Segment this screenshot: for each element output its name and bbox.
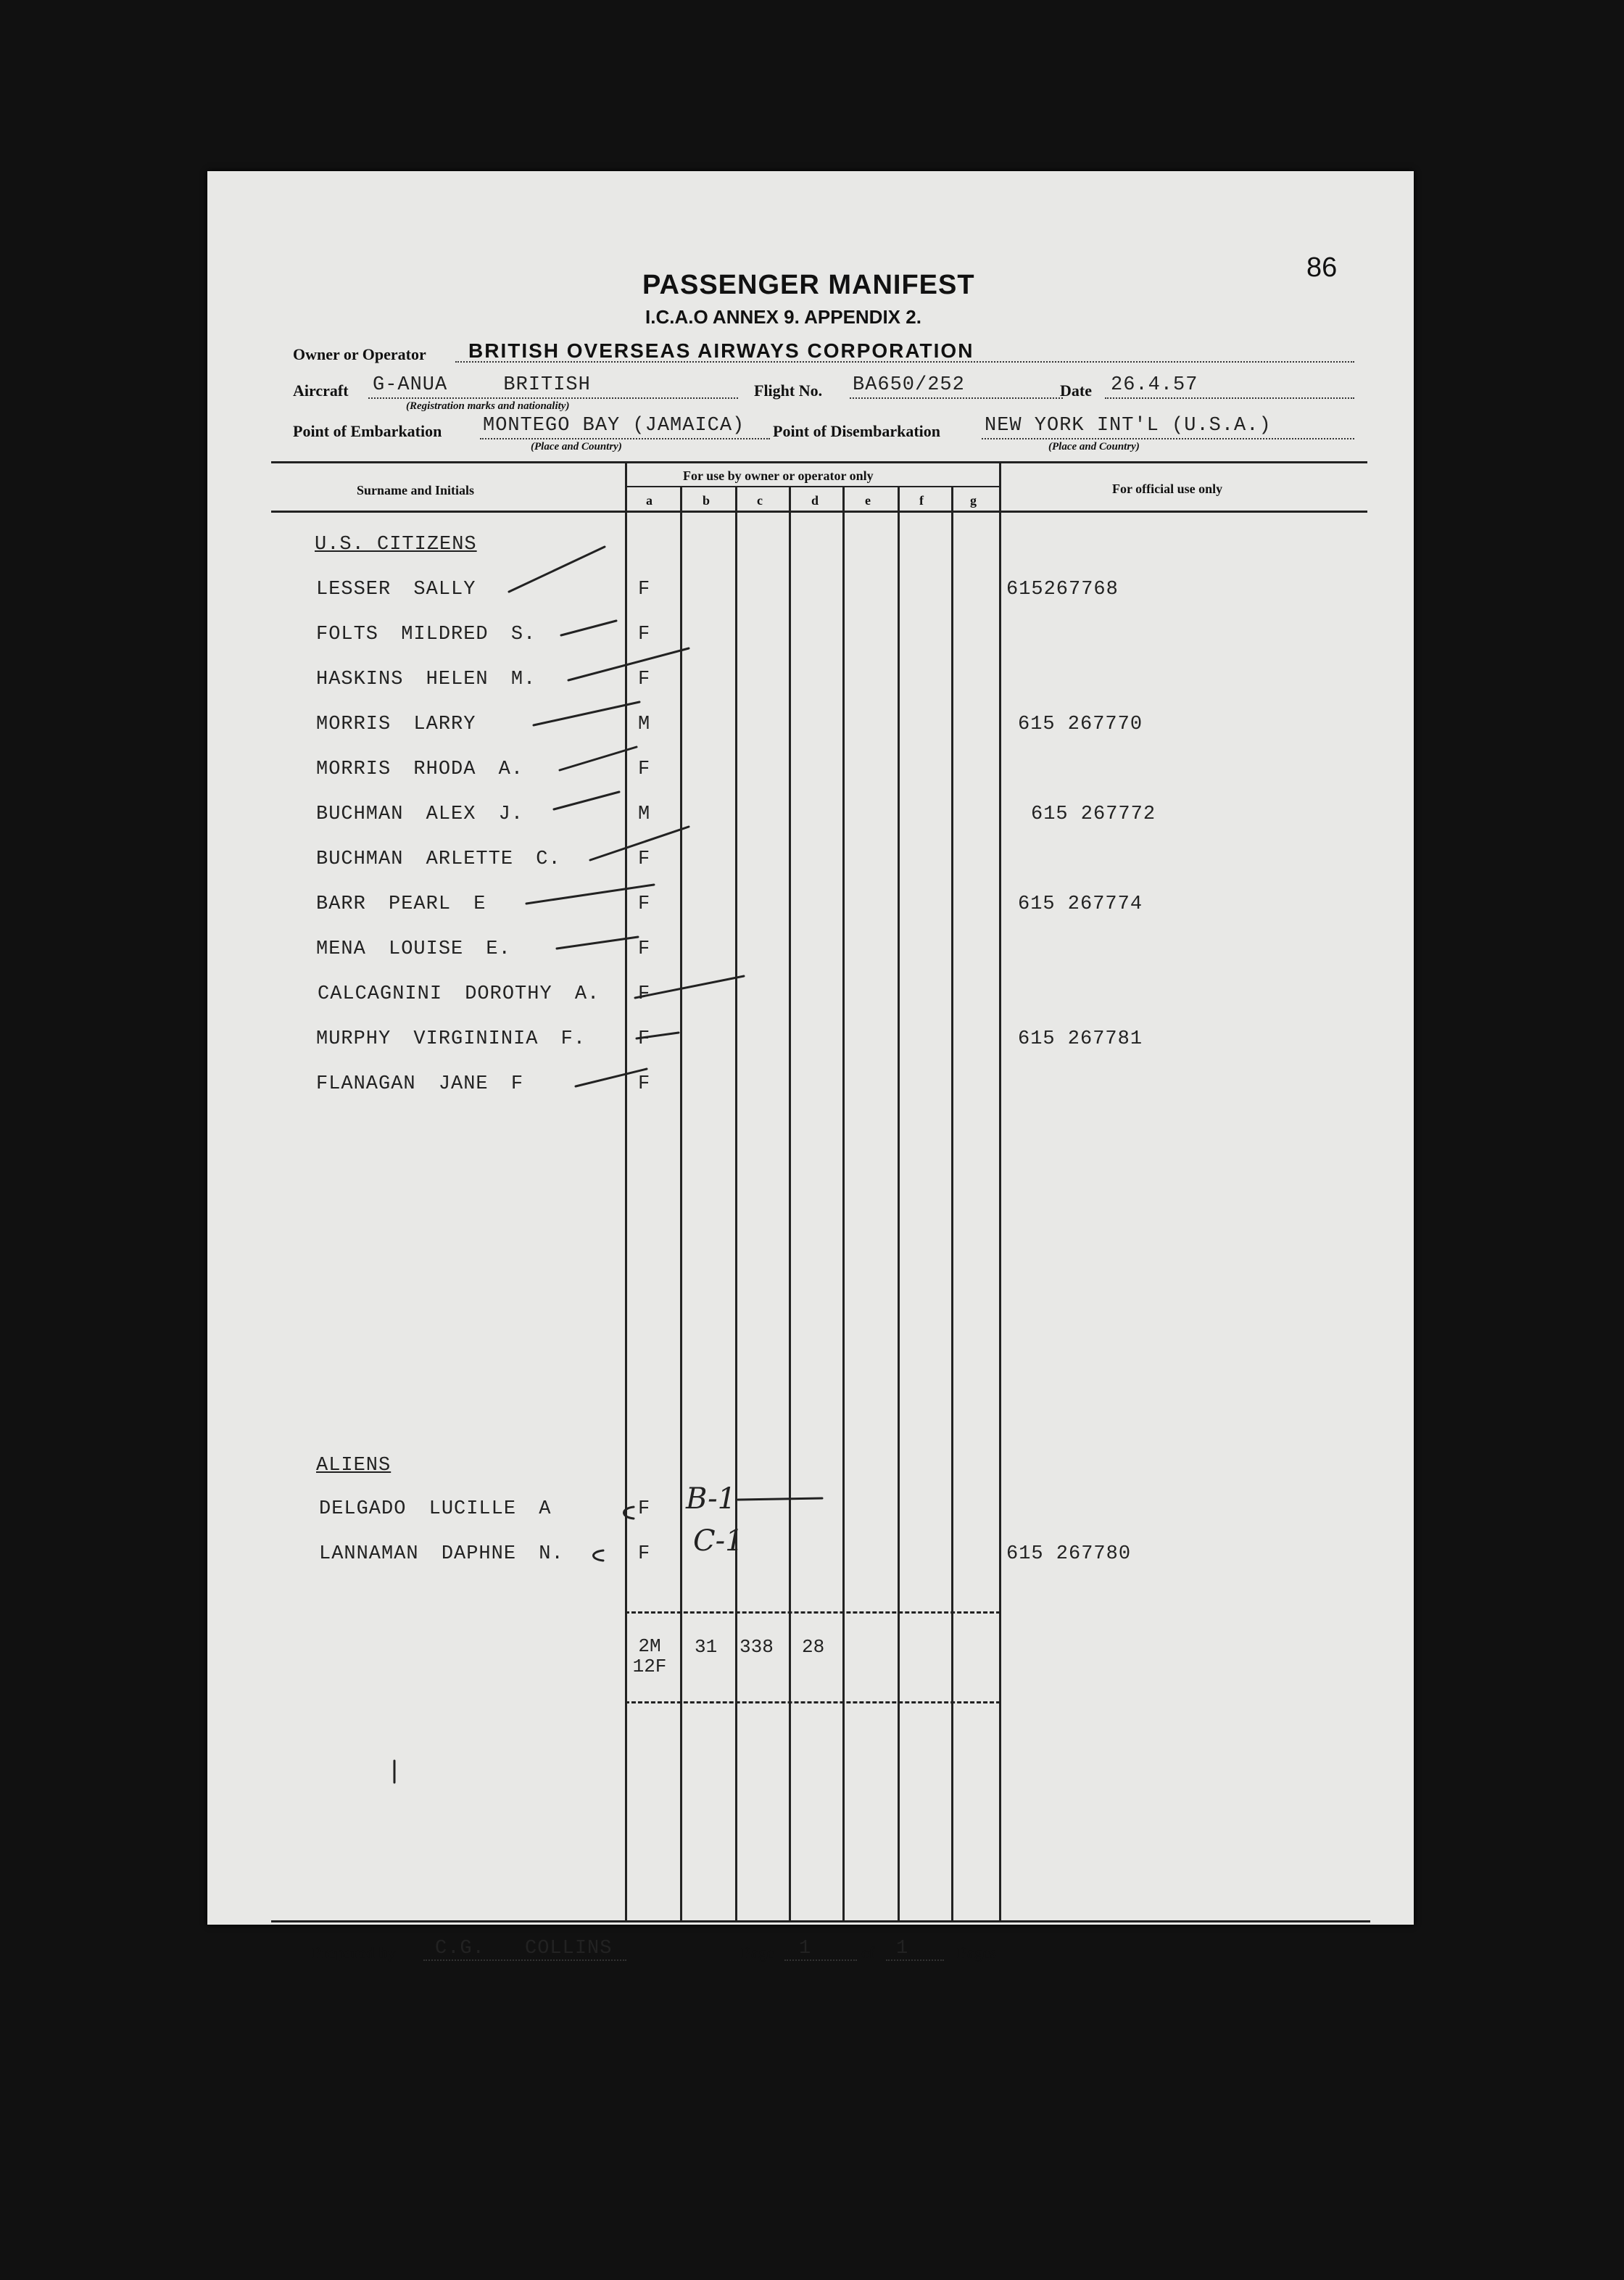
- page-number: 86: [1306, 252, 1338, 283]
- header-surname: Surname and Initials: [357, 483, 475, 497]
- subcol-b: b: [703, 493, 710, 508]
- tick-mark: [594, 1550, 604, 1561]
- passenger-name: FLANAGAN JANE F: [316, 1073, 524, 1095]
- tick-mark: [738, 1498, 822, 1500]
- passenger-name: DELGADO LUCILLE A: [319, 1498, 552, 1520]
- tick-mark: [576, 1069, 647, 1086]
- subcol-c: c: [757, 493, 763, 508]
- tick-mark: [590, 827, 689, 860]
- pages-label: Pages: [957, 1944, 996, 1962]
- manifest-sheet: [207, 171, 1414, 1962]
- flight-value: BA650/252: [853, 374, 965, 396]
- passenger-name: CALCAGNINI DOROTHY A.: [318, 983, 600, 1005]
- header-owner-group: For use by owner or operator only: [683, 468, 874, 483]
- prepared-value: C.G. COLLINS: [435, 1938, 613, 1959]
- handwritten-visa-class: B-1: [686, 1482, 737, 1516]
- passenger-name: BUCHMAN ARLETTE C.: [316, 848, 561, 870]
- official-number: 615 267774: [1018, 893, 1143, 915]
- tick-mark: [534, 702, 639, 725]
- subcol-f: f: [919, 493, 924, 508]
- passenger-sex: M: [638, 714, 651, 735]
- of-value: 1: [896, 1938, 909, 1959]
- passenger-sex: F: [638, 579, 651, 600]
- tick-mark: [554, 792, 619, 809]
- passenger-name: LANNAMAN DAPHNE N.: [319, 1543, 564, 1565]
- passenger-sex: F: [638, 938, 651, 960]
- passenger-sex: F: [638, 848, 651, 870]
- subcol-d: d: [811, 493, 819, 508]
- passenger-name: MORRIS RHODA A.: [316, 759, 524, 780]
- date-label: Date: [1060, 381, 1092, 400]
- passenger-name: FOLTS MILDRED S.: [316, 624, 536, 645]
- official-number: 615 267780: [1006, 1543, 1132, 1565]
- tick-mark: [637, 1033, 679, 1038]
- section-heading-us: U.S. CITIZENS: [315, 534, 477, 555]
- section-heading-aliens: ALIENS: [316, 1455, 392, 1476]
- disembarkation-value: NEW YORK INT'L (U.S.A.): [985, 415, 1272, 437]
- tick-mark: [568, 648, 689, 680]
- page-value: 1: [799, 1938, 812, 1959]
- tick-mark: [560, 747, 637, 770]
- total-sex: 2M 12F: [632, 1635, 667, 1677]
- handwritten-visa-class: C-1: [693, 1524, 744, 1558]
- flight-label: Flight No.: [754, 381, 823, 400]
- passenger-sex: M: [638, 804, 651, 825]
- official-number: 615 267781: [1018, 1028, 1143, 1050]
- total-d: 28: [802, 1636, 825, 1658]
- total-b: 31: [695, 1636, 718, 1658]
- disembarkation-label: Point of Disembarkation: [773, 422, 940, 440]
- of-line: [886, 1959, 944, 1961]
- passenger-name: LESSER SALLY: [316, 579, 476, 600]
- passenger-sex: F: [638, 624, 651, 645]
- aircraft-label: Aircraft: [293, 381, 349, 400]
- passenger-sex: F: [638, 1073, 651, 1095]
- tick-mark: [624, 1507, 634, 1519]
- official-number: 615 267772: [1031, 804, 1156, 825]
- passenger-name: BUCHMAN ALEX J.: [316, 804, 524, 825]
- date-value: 26.4.57: [1111, 374, 1198, 396]
- prepared-line: [423, 1959, 626, 1961]
- owner-value: BRITISH OVERSEAS AIRWAYS CORPORATION: [468, 339, 974, 362]
- header-official: For official use only: [1112, 482, 1223, 496]
- official-number: 615267768: [1006, 579, 1119, 600]
- tick-mark: [561, 621, 616, 635]
- passenger-sex: F: [638, 1543, 651, 1565]
- tick-mark: [526, 885, 654, 904]
- passenger-name: MURPHY VIRGININIA F.: [316, 1028, 587, 1050]
- passenger-sex: F: [638, 1498, 651, 1520]
- passenger-name: BARR PEARL E: [316, 893, 486, 915]
- official-number: 615 267770: [1018, 714, 1143, 735]
- subcol-a: a: [646, 493, 652, 508]
- passenger-name: MENA LOUISE E.: [316, 938, 511, 960]
- pencil-strokes: [207, 171, 1414, 1925]
- tick-mark: [557, 937, 638, 949]
- disembarkation-note: (Place and Country): [1048, 441, 1140, 453]
- aircraft-value: G-ANUA BRITISH: [373, 374, 591, 396]
- tick-mark: [635, 976, 744, 998]
- page-line: [784, 1959, 857, 1961]
- passenger-sex: F: [638, 893, 651, 915]
- passenger-sex: F: [638, 759, 651, 780]
- manifest-subtitle: I.C.A.O ANNEX 9. APPENDIX 2.: [645, 306, 921, 328]
- prepared-label: Prepared by: [312, 1944, 396, 1962]
- embarkation-label: Point of Embarkation: [293, 422, 442, 440]
- of-label: of: [861, 1944, 875, 1962]
- subcol-e: e: [865, 493, 871, 508]
- passenger-name: MORRIS LARRY: [316, 714, 476, 735]
- passenger-sex: F: [638, 1028, 651, 1050]
- passenger-sex: F: [638, 669, 651, 690]
- passenger-sex: F: [638, 983, 651, 1005]
- embarkation-note: (Place and Country): [531, 441, 622, 453]
- tick-mark: [509, 547, 605, 592]
- passenger-name: HASKINS HELEN M.: [316, 669, 536, 690]
- embarkation-value: MONTEGO BAY (JAMAICA): [483, 415, 745, 437]
- owner-label: Owner or Operator: [293, 345, 426, 363]
- total-c: 338: [740, 1636, 774, 1658]
- subcol-g: g: [970, 493, 977, 508]
- page-label: Page: [741, 1944, 774, 1962]
- manifest-title: PASSENGER MANIFEST: [642, 270, 975, 300]
- aircraft-note: (Registration marks and nationality): [406, 400, 570, 412]
